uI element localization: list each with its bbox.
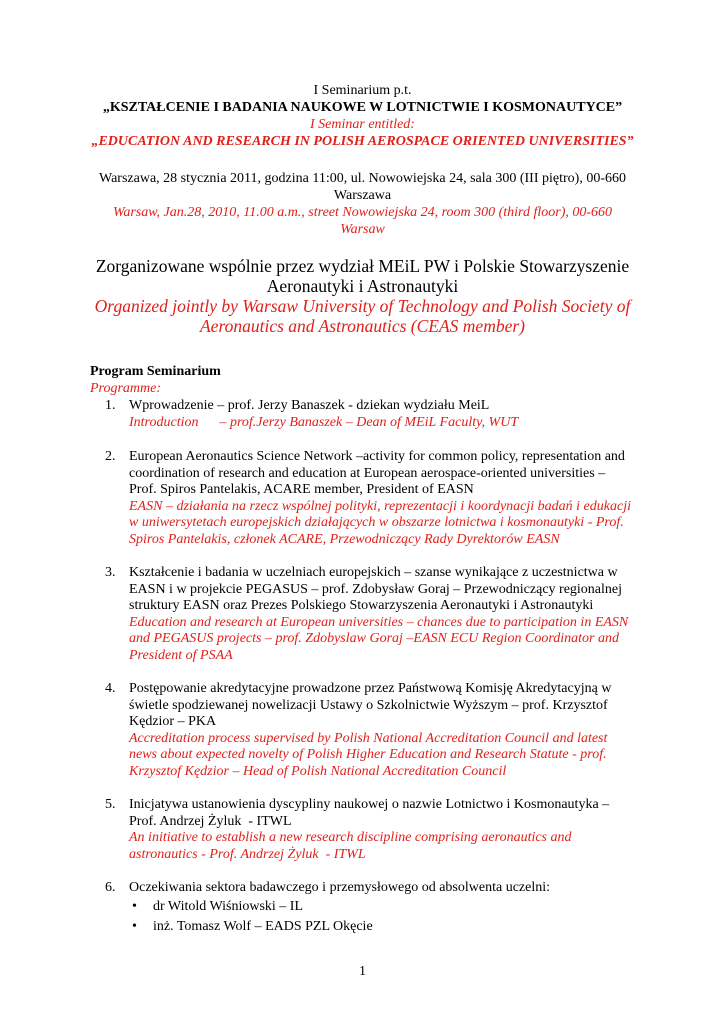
bullet-icon: • (132, 918, 137, 934)
item-en-line: An initiative to establish a new research discipline comprising aeronautics and (129, 830, 572, 845)
seminar-title-en: „EDUCATION AND RESEARCH IN POLISH AEROSPACE ORIENTED UNIVERSITIES” (91, 134, 634, 149)
item-number: 1. (105, 398, 116, 413)
item-pl-line: Prof. Spiros Pantelakis, ACARE member, President of EASN (129, 482, 474, 497)
program-item (105, 880, 665, 937)
item-pl-line: Inicjatywa ustanowienia dyscypliny naukowej o nazwie Lotnictwo i Kosmonautyka – (129, 797, 610, 812)
item-number: 6. (105, 880, 116, 895)
venue-pl-line2: Warszawa (333, 188, 392, 203)
item-en-line: astronautics - Prof. Andrzej Żyluk - ITWL (129, 846, 366, 862)
item-en-line: Education and research at European universities – chances due to participation in EASN (129, 614, 629, 630)
item-en-line: Spiros Pantelakis, członek ACARE, Przewodniczący Rady Dyrektorów EASN (129, 531, 560, 547)
item-number: 5. (105, 797, 116, 812)
bullet-text: dr Witold Wiśniowski – IL (153, 898, 304, 914)
venue-pl-line1: Warszawa, 28 stycznia 2011, godzina 11:00, ul. Nowowiejska 24, sala 300 (III piętro), 00-660 (99, 171, 626, 186)
item-pl-line: Kędzior – PKA (129, 714, 217, 729)
item-en-line: and PEGASUS projects – prof. Zdobyslaw Goraj –EASN ECU Region Coordinator and (129, 631, 619, 646)
item-pl-line: świetle spodziewanej nowelizacji Ustawy o Szkolnictwie Wyższym – prof. Krzysztof (129, 697, 608, 713)
item-pl-line: coordination of research and education at European aerospace-oriented universities – (129, 465, 606, 481)
page-number: 1 (359, 964, 366, 979)
organizers-en-line2: Aeronautics and Astronautics (CEAS member) (199, 316, 525, 336)
program-title-en: Programme: (90, 381, 162, 396)
item-pl-line: Oczekiwania sektora badawczego i przemysłowego od absolwenta uczelni: (129, 880, 550, 895)
program-item (105, 449, 665, 548)
bullet-item (129, 917, 665, 937)
item-number: 3. (105, 565, 116, 580)
organizers-pl-line2: Aeronautyki i Astronautyki (266, 276, 459, 296)
item-pl-line: Prof. Andrzej Żyluk - ITWL (129, 813, 292, 829)
seminar-entitled-en: I Seminar entitled: (310, 117, 415, 132)
item-en-line: EASN – działania na rzecz wspólnej polityki, reprezentacji i koordynacji badań i edukacji (129, 498, 631, 514)
item-en-line: Introduction – prof.Jerzy Banaszek – Dean of MEiL Faculty, WUT (129, 414, 519, 430)
item-pl-line: EASN i w projekcie PEGASUS – prof. Zdobysław Goraj – Przewodniczący regionalnej (129, 581, 623, 597)
organizers-pl-line1: Zorganizowane wspólnie przez wydział MEiL PW i Polskie Stowarzyszenie (95, 256, 630, 276)
item-pl-line: Postępowanie akredytacyjne prowadzone przez Państwową Komisję Akredytacyjną w (129, 681, 612, 696)
program-item (105, 681, 665, 780)
item-pl-line: struktury EASN oraz Prezes Polskiego Stowarzyszenia Aeronautyki i Astronautyki (129, 598, 594, 613)
bullet-text: inż. Tomasz Wolf – EADS PZL Okęcie (153, 918, 373, 934)
item-en-line: news about expected novelty of Polish Higher Education and Research Statute - prof. (129, 747, 607, 762)
program-title-pl: Program Seminarium (90, 364, 221, 379)
program-item (105, 398, 665, 431)
item-en-line: Krzysztof Kędzior – Head of Polish National Accreditation Council (129, 763, 507, 779)
item-en-line: President of PSAA (129, 647, 233, 663)
seminar-number: I Seminarium p.t. (313, 83, 412, 98)
venue-en-line2: Warsaw (340, 222, 385, 237)
program-item (105, 797, 665, 863)
organizers-en-line1: Organized jointly by Warsaw University of Technology and Polish Society of (94, 296, 631, 316)
item-pl-line: Wprowadzenie – prof. Jerzy Banaszek - dziekan wydziału MeiL (129, 398, 490, 413)
item-pl-line: European Aeronautics Science Network –activity for common policy, representation and (129, 449, 625, 464)
venue-en-line1: Warsaw, Jan.28, 2010, 11.00 a.m., street Nowowiejska 24, room 300 (third floor), 00-660 (112, 205, 613, 220)
item-en-line: Accreditation process supervised by Polish National Accreditation Council and latest (129, 730, 608, 746)
item-pl-line: Kształcenie i badania w uczelniach europejskich – szanse wynikające z uczestnictwa w (129, 565, 618, 580)
item-number: 4. (105, 681, 116, 696)
seminar-title-pl: „KSZTAŁCENIE I BADANIA NAUKOWE W LOTNICTWIE I KOSMONAUTYCE” (102, 100, 623, 115)
bullet-item (129, 897, 665, 917)
bullet-icon: • (132, 898, 137, 914)
item-number: 2. (105, 449, 116, 464)
program-item (105, 565, 665, 664)
item-en-line: w uniwersytetach europejskich działających w obszarze lotnictwa i kosmonautyki - Prof. (129, 515, 624, 530)
